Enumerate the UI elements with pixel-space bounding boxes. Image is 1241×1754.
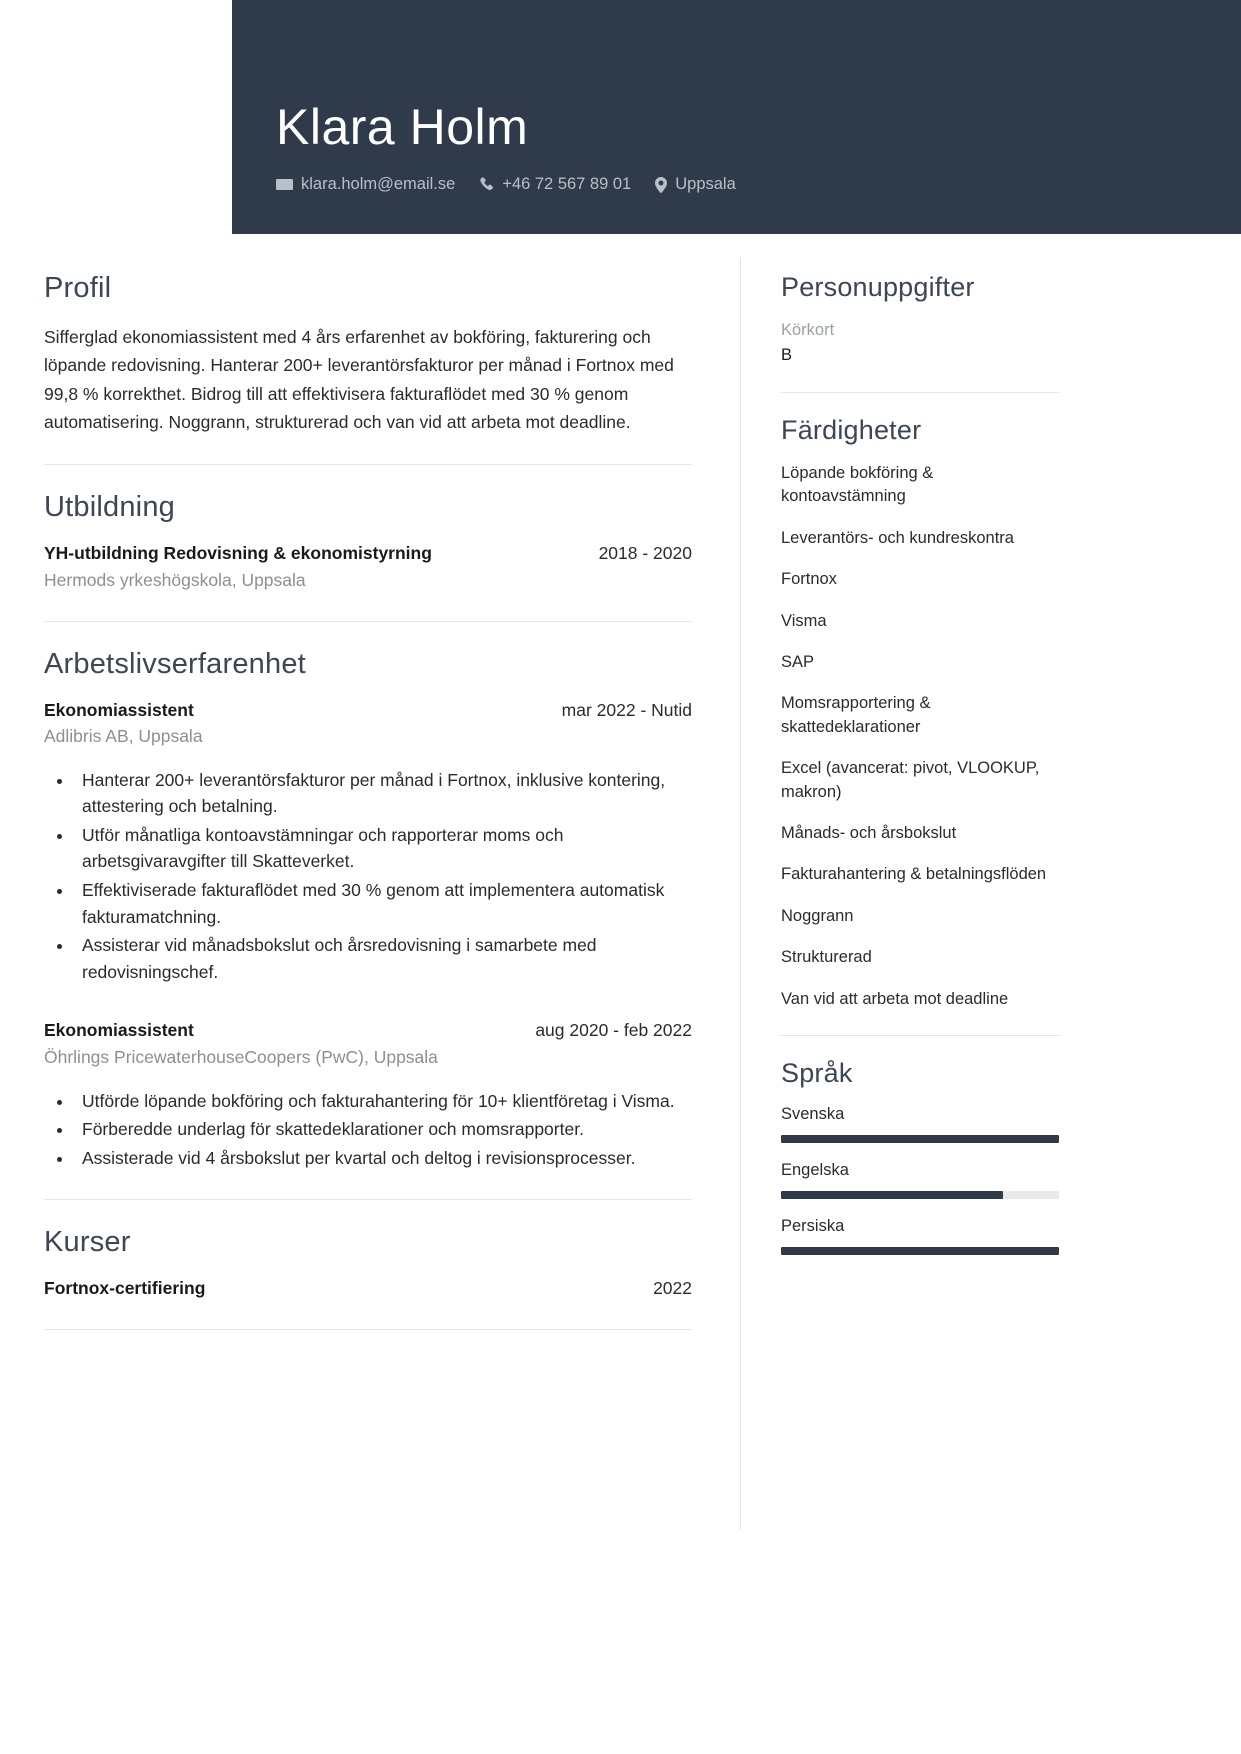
experience-employer: Adlibris AB, Uppsala <box>44 726 203 747</box>
skill-item: Noggrann <box>781 906 854 925</box>
section-title-languages: Språk <box>781 1058 853 1089</box>
section-education <box>44 491 692 592</box>
contact-phone[interactable] <box>479 175 631 194</box>
education-institution: Hermods yrkeshögskola, Uppsala <box>44 570 306 590</box>
experience-entry <box>44 699 692 986</box>
skill-item: SAP <box>781 652 815 671</box>
experience-title: Ekonomiassistent <box>44 1020 194 1041</box>
skill-item: Löpande bokföring & kontoavstämning <box>781 463 934 506</box>
skill-item: Leverantörs- och kundreskontra <box>781 528 1014 547</box>
experience-bullets <box>74 767 692 986</box>
experience-date: aug 2020 - feb 2022 <box>535 1020 692 1041</box>
entry-spacer <box>44 989 692 1019</box>
personal-field <box>781 319 1059 368</box>
language-level-track <box>781 1247 1059 1255</box>
language-level-fill <box>781 1135 1059 1143</box>
section-title-skills: Färdigheter <box>781 414 922 445</box>
candidate-name: Klara Holm <box>276 98 529 155</box>
section-profile <box>44 272 692 436</box>
language-level-fill <box>781 1247 1059 1255</box>
experience-date: mar 2022 - Nutid <box>561 699 692 720</box>
experience-bullet: • Assisterade vid 4 årsbokslut per kvartal och deltog i revisionsprocesser. <box>74 1145 692 1172</box>
experience-bullet: • Förberedde underlag för skattedeklarationer och momsrapporter. <box>74 1116 692 1143</box>
skill-item: Momsrapportering & skattedeklarationer <box>781 694 931 736</box>
resume-header <box>232 0 1241 234</box>
personal-field-value: B <box>781 346 793 365</box>
contact-location[interactable] <box>655 175 736 194</box>
language-item <box>781 1217 1059 1255</box>
language-item <box>781 1161 1059 1199</box>
section-divider <box>44 464 692 465</box>
section-title-education: Utbildning <box>44 491 175 524</box>
experience-bullet: • Utför månatliga kontoavstämningar och rapporterar moms och arbetsgivaravgifter till Skatteverket. <box>74 822 692 875</box>
header-content <box>276 98 736 195</box>
experience-entry-head <box>44 699 692 723</box>
main-column <box>44 272 692 1356</box>
language-level-track <box>781 1135 1059 1143</box>
skill-item: Excel (avancerat: pivot, VLOOKUP, makron) <box>781 759 1040 801</box>
section-personal-details <box>781 272 1059 368</box>
section-title-profile: Profil <box>44 272 112 304</box>
contact-email-text: klara.holm@email.se <box>301 175 456 193</box>
experience-entry <box>44 1019 692 1171</box>
section-experience <box>44 648 692 1172</box>
skill-item: Fortnox <box>781 570 837 589</box>
experience-bullet: • Hanterar 200+ leverantörsfakturor per månad i Fortnox, inklusive kontering, attestering och betalning. <box>74 767 692 820</box>
personal-field-label: Körkort <box>781 321 835 339</box>
experience-bullets <box>74 1088 692 1172</box>
language-item <box>781 1105 1059 1143</box>
section-divider <box>44 1199 692 1200</box>
experience-entry-head <box>44 1019 692 1043</box>
experience-bullet: • Assisterar vid månadsbokslut och årsredovisning i samarbete med redovisningschef. <box>74 932 692 985</box>
skill-item: Strukturerad <box>781 948 872 967</box>
contact-phone-text: +46 72 567 89 01 <box>502 175 632 193</box>
experience-bullet: • Utförde löpande bokföring och fakturahantering för 10+ klientföretag i Visma. <box>74 1088 692 1115</box>
sidebar-divider <box>781 1035 1059 1036</box>
skill-item: Van vid att arbeta mot deadline <box>781 989 1009 1008</box>
course-entry <box>44 1277 692 1301</box>
language-name: Engelska <box>781 1161 849 1180</box>
section-courses <box>44 1226 692 1301</box>
section-skills <box>781 415 1059 1011</box>
envelope-icon <box>276 178 293 191</box>
language-level-fill <box>781 1191 1003 1199</box>
section-languages <box>781 1058 1059 1255</box>
education-entry <box>44 542 692 592</box>
contact-location-text: Uppsala <box>675 175 736 193</box>
experience-bullet: • Effektiviserade fakturaflödet med 30 % genom att implementera automatisk fakturamatchning. <box>74 877 692 930</box>
skill-item: Fakturahantering & betalningsflöden <box>781 865 1047 884</box>
location-pin-icon <box>655 177 667 193</box>
contact-row <box>276 175 736 194</box>
profile-text: Sifferglad ekonomiassistent med 4 års erfarenhet av bokföring, fakturering och löpande redovisning. Hanterar 200+ leverantörsfakturor per månad i Fortnox med 99,8 % korrekthet. Bidrog till att effektivisera fakturaflödet med 30 % genom automatisering. Noggrann, strukturerad och van vid att arbeta mot deadline. <box>44 327 674 433</box>
contact-email[interactable] <box>276 175 455 194</box>
language-level-track <box>781 1191 1059 1199</box>
experience-title: Ekonomiassistent <box>44 699 194 720</box>
phone-icon <box>479 177 494 192</box>
skill-item: Månads- och årsbokslut <box>781 824 957 843</box>
education-entry-head <box>44 542 692 566</box>
language-name: Persiska <box>781 1217 845 1236</box>
section-title-experience: Arbetslivserfarenhet <box>44 647 306 680</box>
column-divider <box>740 258 741 1530</box>
language-name: Svenska <box>781 1105 845 1124</box>
course-entry-head <box>44 1277 692 1301</box>
experience-employer: Öhrlings PricewaterhouseCoopers (PwC), Uppsala <box>44 1047 438 1067</box>
section-title-courses: Kurser <box>44 1226 131 1259</box>
section-divider <box>44 621 692 622</box>
section-divider <box>44 1329 692 1330</box>
skill-item: Visma <box>781 611 827 630</box>
sidebar-column <box>781 272 1059 1273</box>
education-date: 2018 - 2020 <box>598 543 692 564</box>
course-date: 2022 <box>653 1278 692 1299</box>
section-title-personal: Personuppgifter <box>781 272 975 302</box>
course-title: Fortnox-certifiering <box>44 1278 206 1299</box>
education-title: YH-utbildning Redovisning & ekonomistyrning <box>44 543 432 564</box>
sidebar-divider <box>781 392 1059 393</box>
